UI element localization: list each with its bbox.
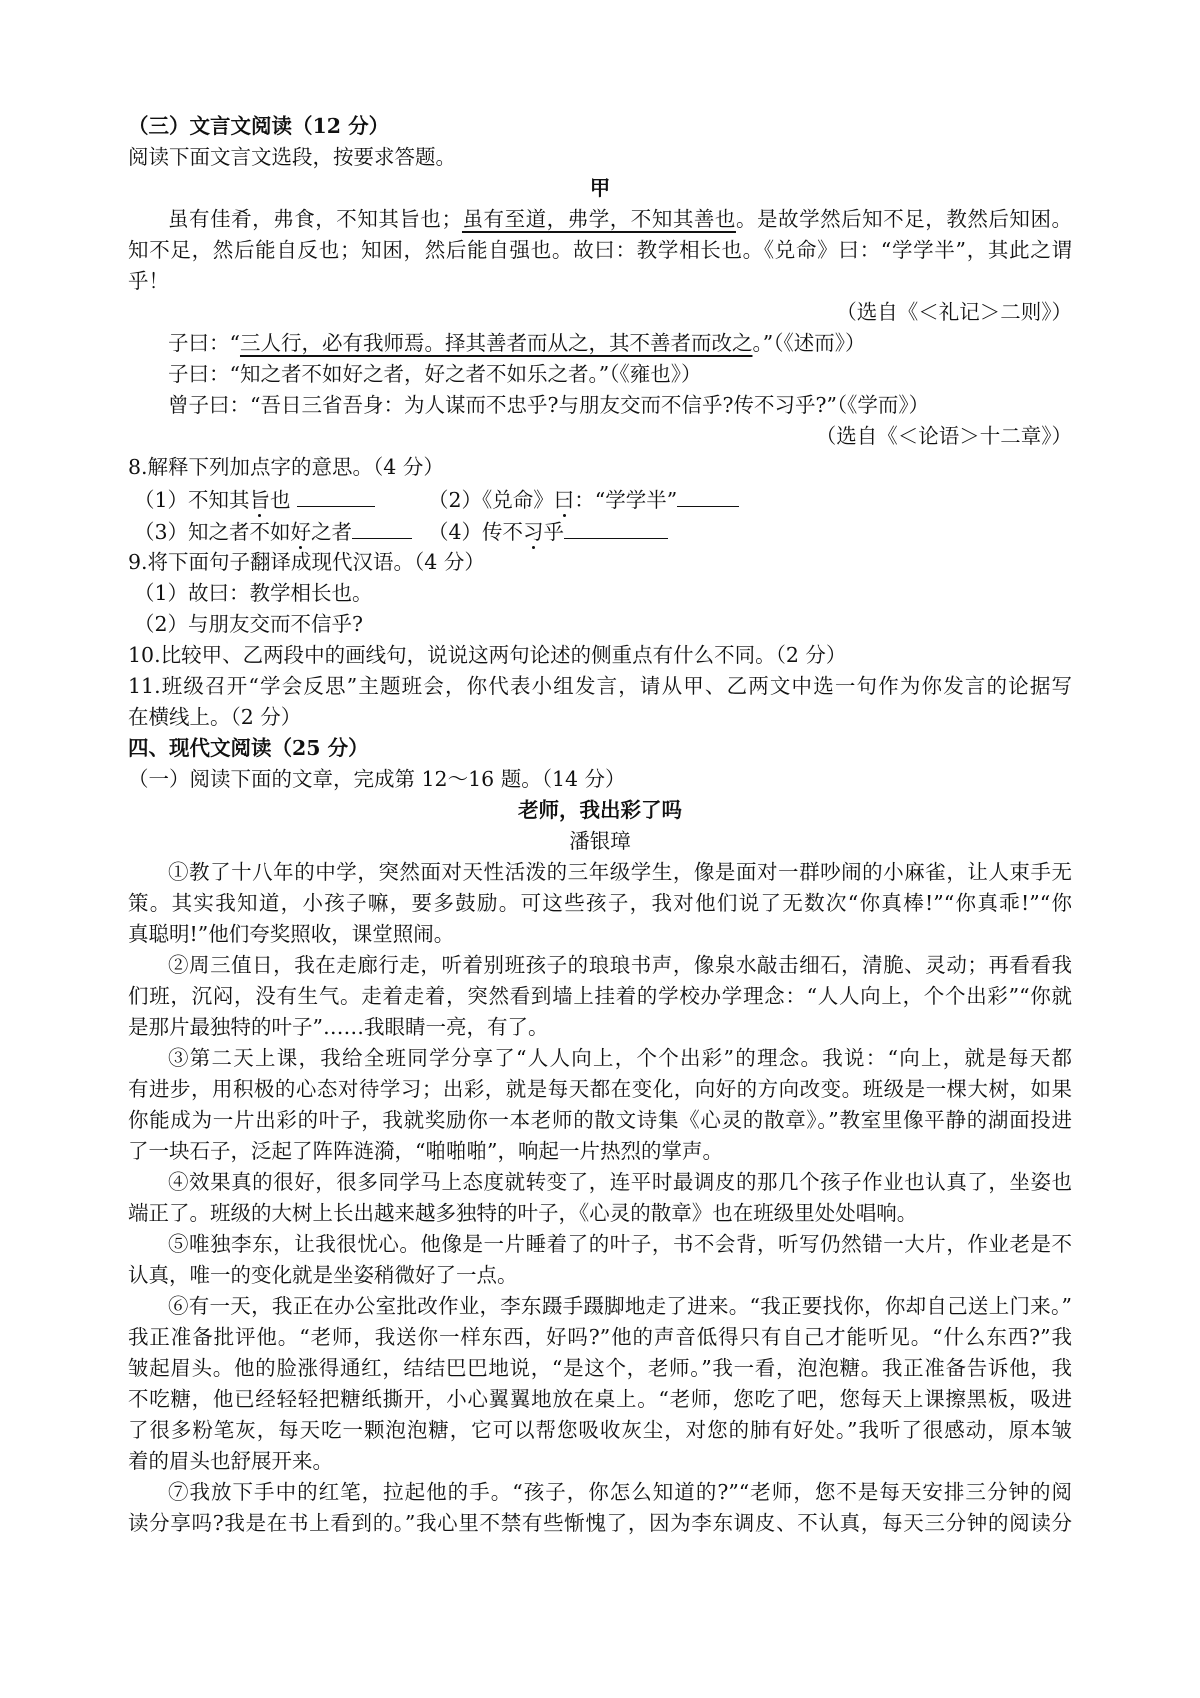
section3-instruction: 阅读下面文言文选段，按要求答题。	[128, 145, 456, 169]
article-line: 策。其实我知道，小孩子嘛，要多鼓励。可这些孩子，我对他们说了无数次“你真棒!”“你真乖!”“你	[128, 891, 1072, 915]
article-line: 我正准备批评他。“老师，我送你一样东西，好吗?”他的声音低得只有自己才能听见。“什么东西?”我	[128, 1325, 1072, 1349]
source-b: （选自《＜论语＞十二章》）	[815, 424, 1072, 448]
q8-item-4: （4）传不习乎	[428, 516, 668, 546]
passage-b-line-2: 子曰：“知之者不如好之者，好之者不如乐之者。”（《雍也》）	[168, 362, 702, 386]
article-line: 有进步，用积极的心态对待学习；出彩，就是每天都在变化，向好的方向改变。班级是一棵大树，如果	[128, 1077, 1072, 1101]
answer-blank[interactable]	[564, 516, 668, 539]
article-title: 老师，我出彩了吗	[518, 798, 682, 822]
dotted-char: 旨	[249, 488, 271, 512]
source-a: （选自《＜礼记＞二则》）	[836, 300, 1072, 324]
article-line: 了一块石子，泛起了阵阵涟漪，“啪啪啪”，响起一片热烈的掌声。	[128, 1139, 723, 1163]
article-line: 端正了。班级的大树上长出越来越多独特的叶子，《心灵的散章》也在班级里处处唱响。	[128, 1201, 918, 1225]
q11-line-1: 11.班级召开“学会反思”主题班会，你代表小组发言，请从甲、乙两文中选一句作为你发言的论据写	[128, 674, 1072, 698]
q11-line-2: 在横线上。（2 分）	[128, 705, 302, 729]
q9-stem: 9.将下面句子翻译成现代汉语。（4 分）	[128, 550, 485, 574]
underlined-sentence-a: 虽有至道，弗学，不知其善也	[461, 207, 736, 231]
article-line: 读分享吗?我是在书上看到的。”我心里不禁有些惭愧了，因为李东调皮、不认真，每天三分钟的阅读分	[128, 1511, 1072, 1535]
section4-heading: 四、现代文阅读（25 分）	[128, 736, 369, 760]
article-line: ②周三值日，我在走廊行走，听着别班孩子的琅琅书声，像泉水敲击细石，清脆、灵动；再看看我	[168, 953, 1072, 977]
dotted-char: 好	[290, 520, 312, 544]
answer-blank[interactable]	[352, 516, 412, 539]
part-a-title: 甲	[589, 176, 611, 200]
underlined-sentence-b: 三人行，必有我师焉。择其善者而从之，其不善者而改之	[239, 331, 753, 355]
passage-a-line-1: 虽有佳肴，弗食，不知其旨也；虽有至道，弗学，不知其善也。是故学然后知不足，教然后知困。	[168, 207, 1073, 231]
passage-a-line-2: 知不足，然后能自反也；知困，然后能自强也。故曰：教学相长也。《兑命》曰：“学学半”，其此之谓	[128, 238, 1072, 262]
dotted-char: 曰	[553, 488, 575, 512]
answer-blank[interactable]	[297, 484, 375, 507]
article-line: 你能成为一片出彩的叶子，我就奖励你一本老师的散文诗集《心灵的散章》。”教室里像平静的湖面投进	[128, 1108, 1072, 1132]
q9-item-1: （1）故曰：教学相长也。	[134, 581, 373, 605]
q8-item-1: （1）不知其旨也	[134, 484, 375, 514]
article-line: 是那片最独特的叶子”……我眼睛一亮，有了。	[128, 1015, 549, 1039]
q9-item-2: （2）与朋友交而不信乎?	[134, 612, 364, 636]
article-line: ⑤唯独李东，让我很忧心。他像是一片睡着了的叶子，书不会背，听写仍然错一大片，作业老是不	[168, 1232, 1072, 1256]
q8-stem: 8.解释下列加点字的意思。（4 分）	[128, 455, 444, 479]
article-line: 了很多粉笔灰，每天吃一颗泡泡糖，它可以帮您吸收灰尘，对您的肺有好处。”我听了很感动，原本皱	[128, 1418, 1072, 1442]
article-line: ⑦我放下手中的红笔，拉起他的手。“孩子，你怎么知道的?”“老师，您不是每天安排三分钟的阅	[168, 1480, 1072, 1504]
article-line: ③第二天上课，我给全班同学分享了“人人向上，个个出彩”的理念。我说：“向上，就是每天都	[168, 1046, 1072, 1070]
passage-b-line-3: 曾子曰：“吾日三省吾身：为人谋而不忠乎?与朋友交而不信乎?传不习乎?”（《学而》）	[168, 393, 930, 417]
article-author: 潘银璋	[569, 829, 631, 853]
article-line: 认真，唯一的变化就是坐姿稍微好了一点。	[128, 1263, 518, 1287]
q8-item-2: （2）《兑命》曰：“学学半”	[428, 484, 739, 514]
article-line: 皱起眉头。他的脸涨得通红，结结巴巴地说，“是这个，老师。”我一看，泡泡糖。我正准备告诉他，我	[128, 1356, 1072, 1380]
article-line: 着的眉头也舒展开来。	[128, 1449, 333, 1473]
dotted-char: 习	[523, 520, 544, 544]
article-line: 真聪明!”他们夸奖照收，课堂照闹。	[128, 922, 455, 946]
article-line: ①教了十八年的中学，突然面对天性活泼的三年级学生，像是面对一群吵闹的小麻雀，让人束手无	[168, 860, 1072, 884]
article-line: 们班，沉闷，没有生气。走着走着，突然看到墙上挂着的学校办学理念：“人人向上，个个出彩”“你就	[128, 984, 1072, 1008]
q10: 10.比较甲、乙两段中的画线句，说说这两句论述的侧重点有什么不同。（2 分）	[128, 643, 847, 667]
passage-b-line-1: 子曰：“三人行，必有我师焉。择其善者而从之，其不善者而改之。”（《述而》）	[168, 331, 866, 355]
article-line: 不吃糖，他已经轻轻把糖纸撕开，小心翼翼地放在桌上。“老师，您吃了吧，您每天上课擦黑板，吸进	[128, 1387, 1072, 1411]
section4-sub: （一）阅读下面的文章，完成第 12～16 题。（14 分）	[128, 767, 626, 791]
article-line: ⑥有一天，我正在办公室批改作业，李东蹑手蹑脚地走了进来。“我正要找你，你却自己送上门来。”	[168, 1294, 1072, 1318]
answer-blank[interactable]	[677, 484, 739, 507]
article-line: ④效果真的很好，很多同学马上态度就转变了，连平时最调皮的那几个孩子作业也认真了，坐姿也	[168, 1170, 1072, 1194]
passage-a-line-3: 乎！	[128, 269, 169, 293]
section3-heading: （三）文言文阅读（12 分）	[128, 114, 390, 138]
q8-item-3: （3）知之者不如好之者	[134, 516, 412, 546]
